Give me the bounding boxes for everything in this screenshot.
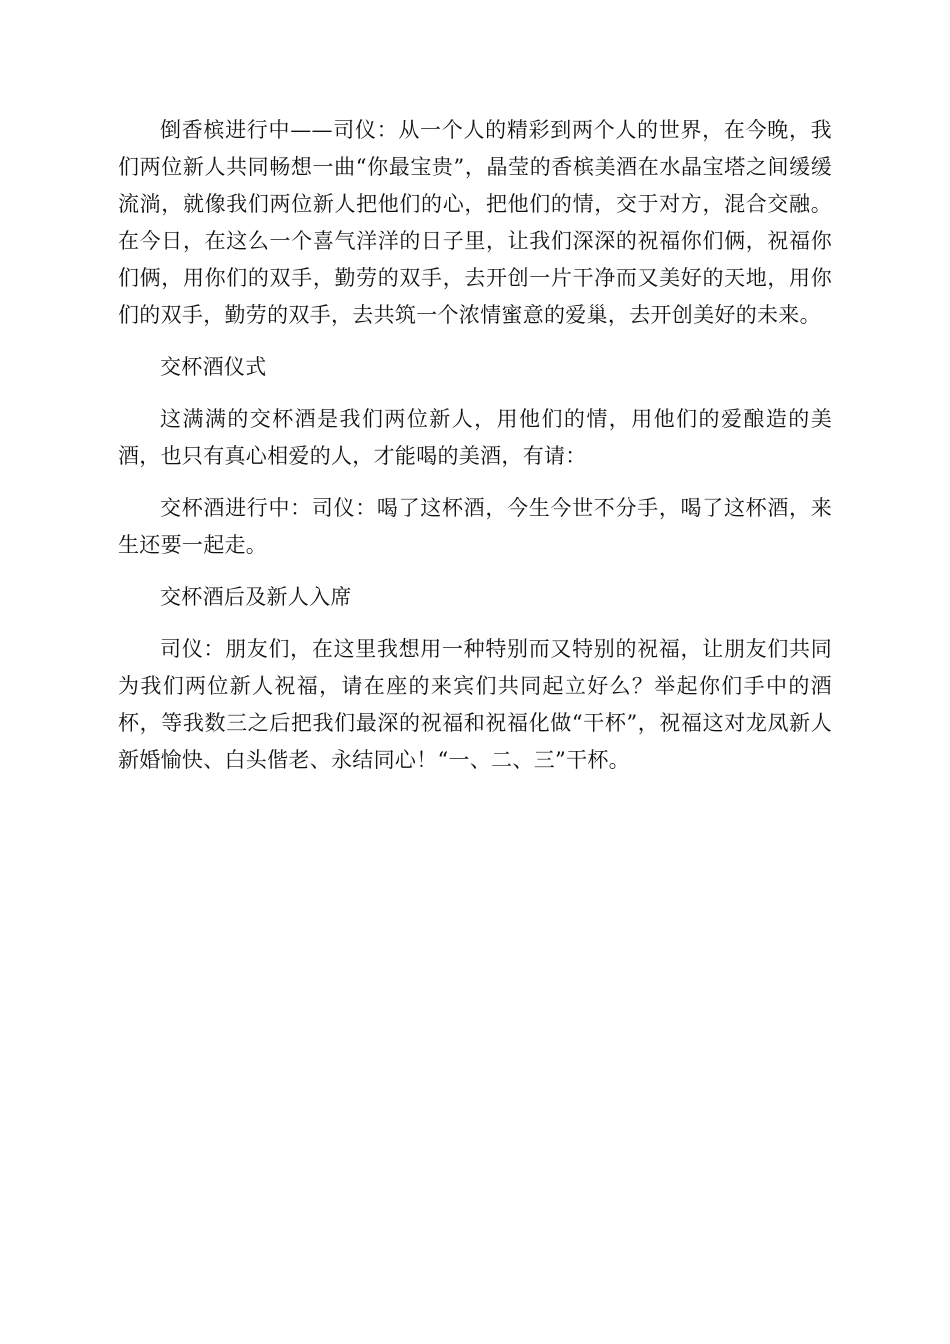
heading-cross-cup-ceremony: 交杯酒仪式: [160, 355, 267, 379]
heading-after-cross-cup: 交杯酒后及新人入席: [160, 585, 352, 609]
paragraph-cross-cup-wine: 这满满的交杯酒是我们两位新人，用他们的情，用他们的爱酿造的美酒，也只有真心相爱的人，才能喝的美酒，有请：: [118, 407, 832, 468]
paragraph-toast: 司仪：朋友们，在这里我想用一种特别而又特别的祝福，让朋友们共同为我们两位新人祝福，请在座的来宾们共同起立好么？举起你们手中的酒杯，等我数三之后把我们最深的祝福和祝福化做“干杯”，祝福这对龙凤新人新婚愉快、白头偕老、永结同心！“一、二、三”干杯。: [118, 637, 832, 772]
paragraph-champagne-pouring: 倒香槟进行中——司仪：从一个人的精彩到两个人的世界，在今晚，我们两位新人共同畅想一曲“你最宝贵”，晶莹的香槟美酒在水晶宝塔之间缓缓流淌，就像我们两位新人把他们的心，把他们的情，交于对方，混合交融。在今日，在这么一个喜气洋洋的日子里，让我们深深的祝福你们俩，祝福你们俩，用你们的双手，勤劳的双手，去开创一片干净而又美好的天地，用你们的双手，勤劳的双手，去共筑一个浓情蜜意的爱巢，去开创美好的未来。: [118, 118, 832, 327]
paragraph-cross-cup-in-progress: 交杯酒进行中：司仪：喝了这杯酒，今生今世不分手，喝了这杯酒，来生还要一起走。: [118, 496, 832, 557]
document-body: [118, 112, 832, 794]
